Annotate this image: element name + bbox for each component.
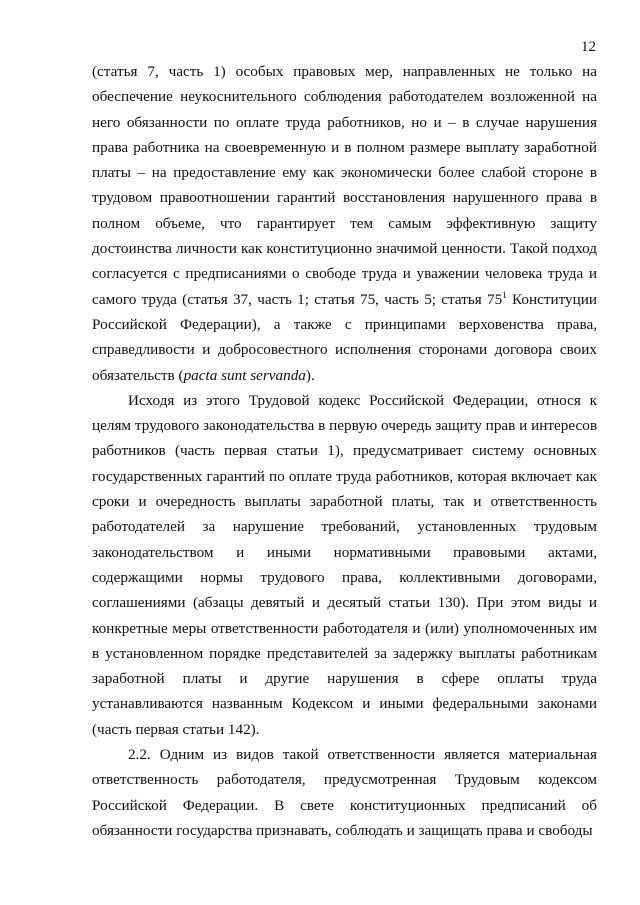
paragraph-text: (статья 7, часть 1) особых правовых мер, направленных не только на обеспечение неукоснительного соблюдения работодателем возложенной на него обязанности по оплате труда работников, но и – в случае нарушения права работника на своевременную и в полном размере выплату заработной платы – на предоставление ему как экономически более слабой стороне в трудовом правоотношении гарантий восстановления нарушенного права в полном объеме, что гарантирует тем самым эффективную защиту достоинства личности как конституционно значимой ценности. Такой подход согласуется с предписаниями о свободе труда и уважении человека труда и самого труда (статья 37, часть 1; статья 75, часть 5; статья 75	[92, 63, 597, 308]
paragraph-3	[92, 742, 597, 843]
paragraph-text: 2.2. Одним из видов такой ответственности является материальная ответственность работодателя, предусмотренная Трудовым кодексом Российской Федерации. В свете конституционных предписаний об обязанности государства признавать, соблюдать и защищать права и свободы	[92, 746, 597, 839]
paragraph-2	[92, 388, 597, 742]
paragraph-text: ).	[305, 366, 315, 384]
paragraph-text: Исходя из этого Трудовой кодекс Российской Федерации, относя к целям трудового законодательства в первую очередь защиту прав и интересов работников (часть первая статьи 1), предусматривает систему основных государственных гарантий по оплате труда работников, которая включает как сроки и очередность выплаты заработной платы, так и ответственность работодателей за нарушение требований, установленных трудовым законодательством и иными нормативными правовыми актами, содержащими нормы трудового права, коллективными договорами, соглашениями (абзацы девятый и десятый статьи 130). При этом виды и конкретные меры ответственности работодателя и (или) уполномоченных им в установленном порядке представителей за задержку выплаты работникам заработной платы и другие нарушения в сфере оплаты труда устанавливаются названным Кодексом и иными федеральными законами (часть первая статьи 142).	[92, 391, 597, 738]
latin-phrase: pacta sunt servanda	[183, 366, 306, 384]
superscript-article-number: 1	[502, 289, 507, 300]
paragraph-text: Конституции Российской Федерации), а также с принципами верховенства права, справедливости и добросовестного исполнения сторонами договора своих обязательств (	[92, 290, 598, 384]
document-body	[92, 59, 597, 843]
paragraph-1	[92, 59, 597, 388]
page-number: 12	[581, 39, 596, 55]
